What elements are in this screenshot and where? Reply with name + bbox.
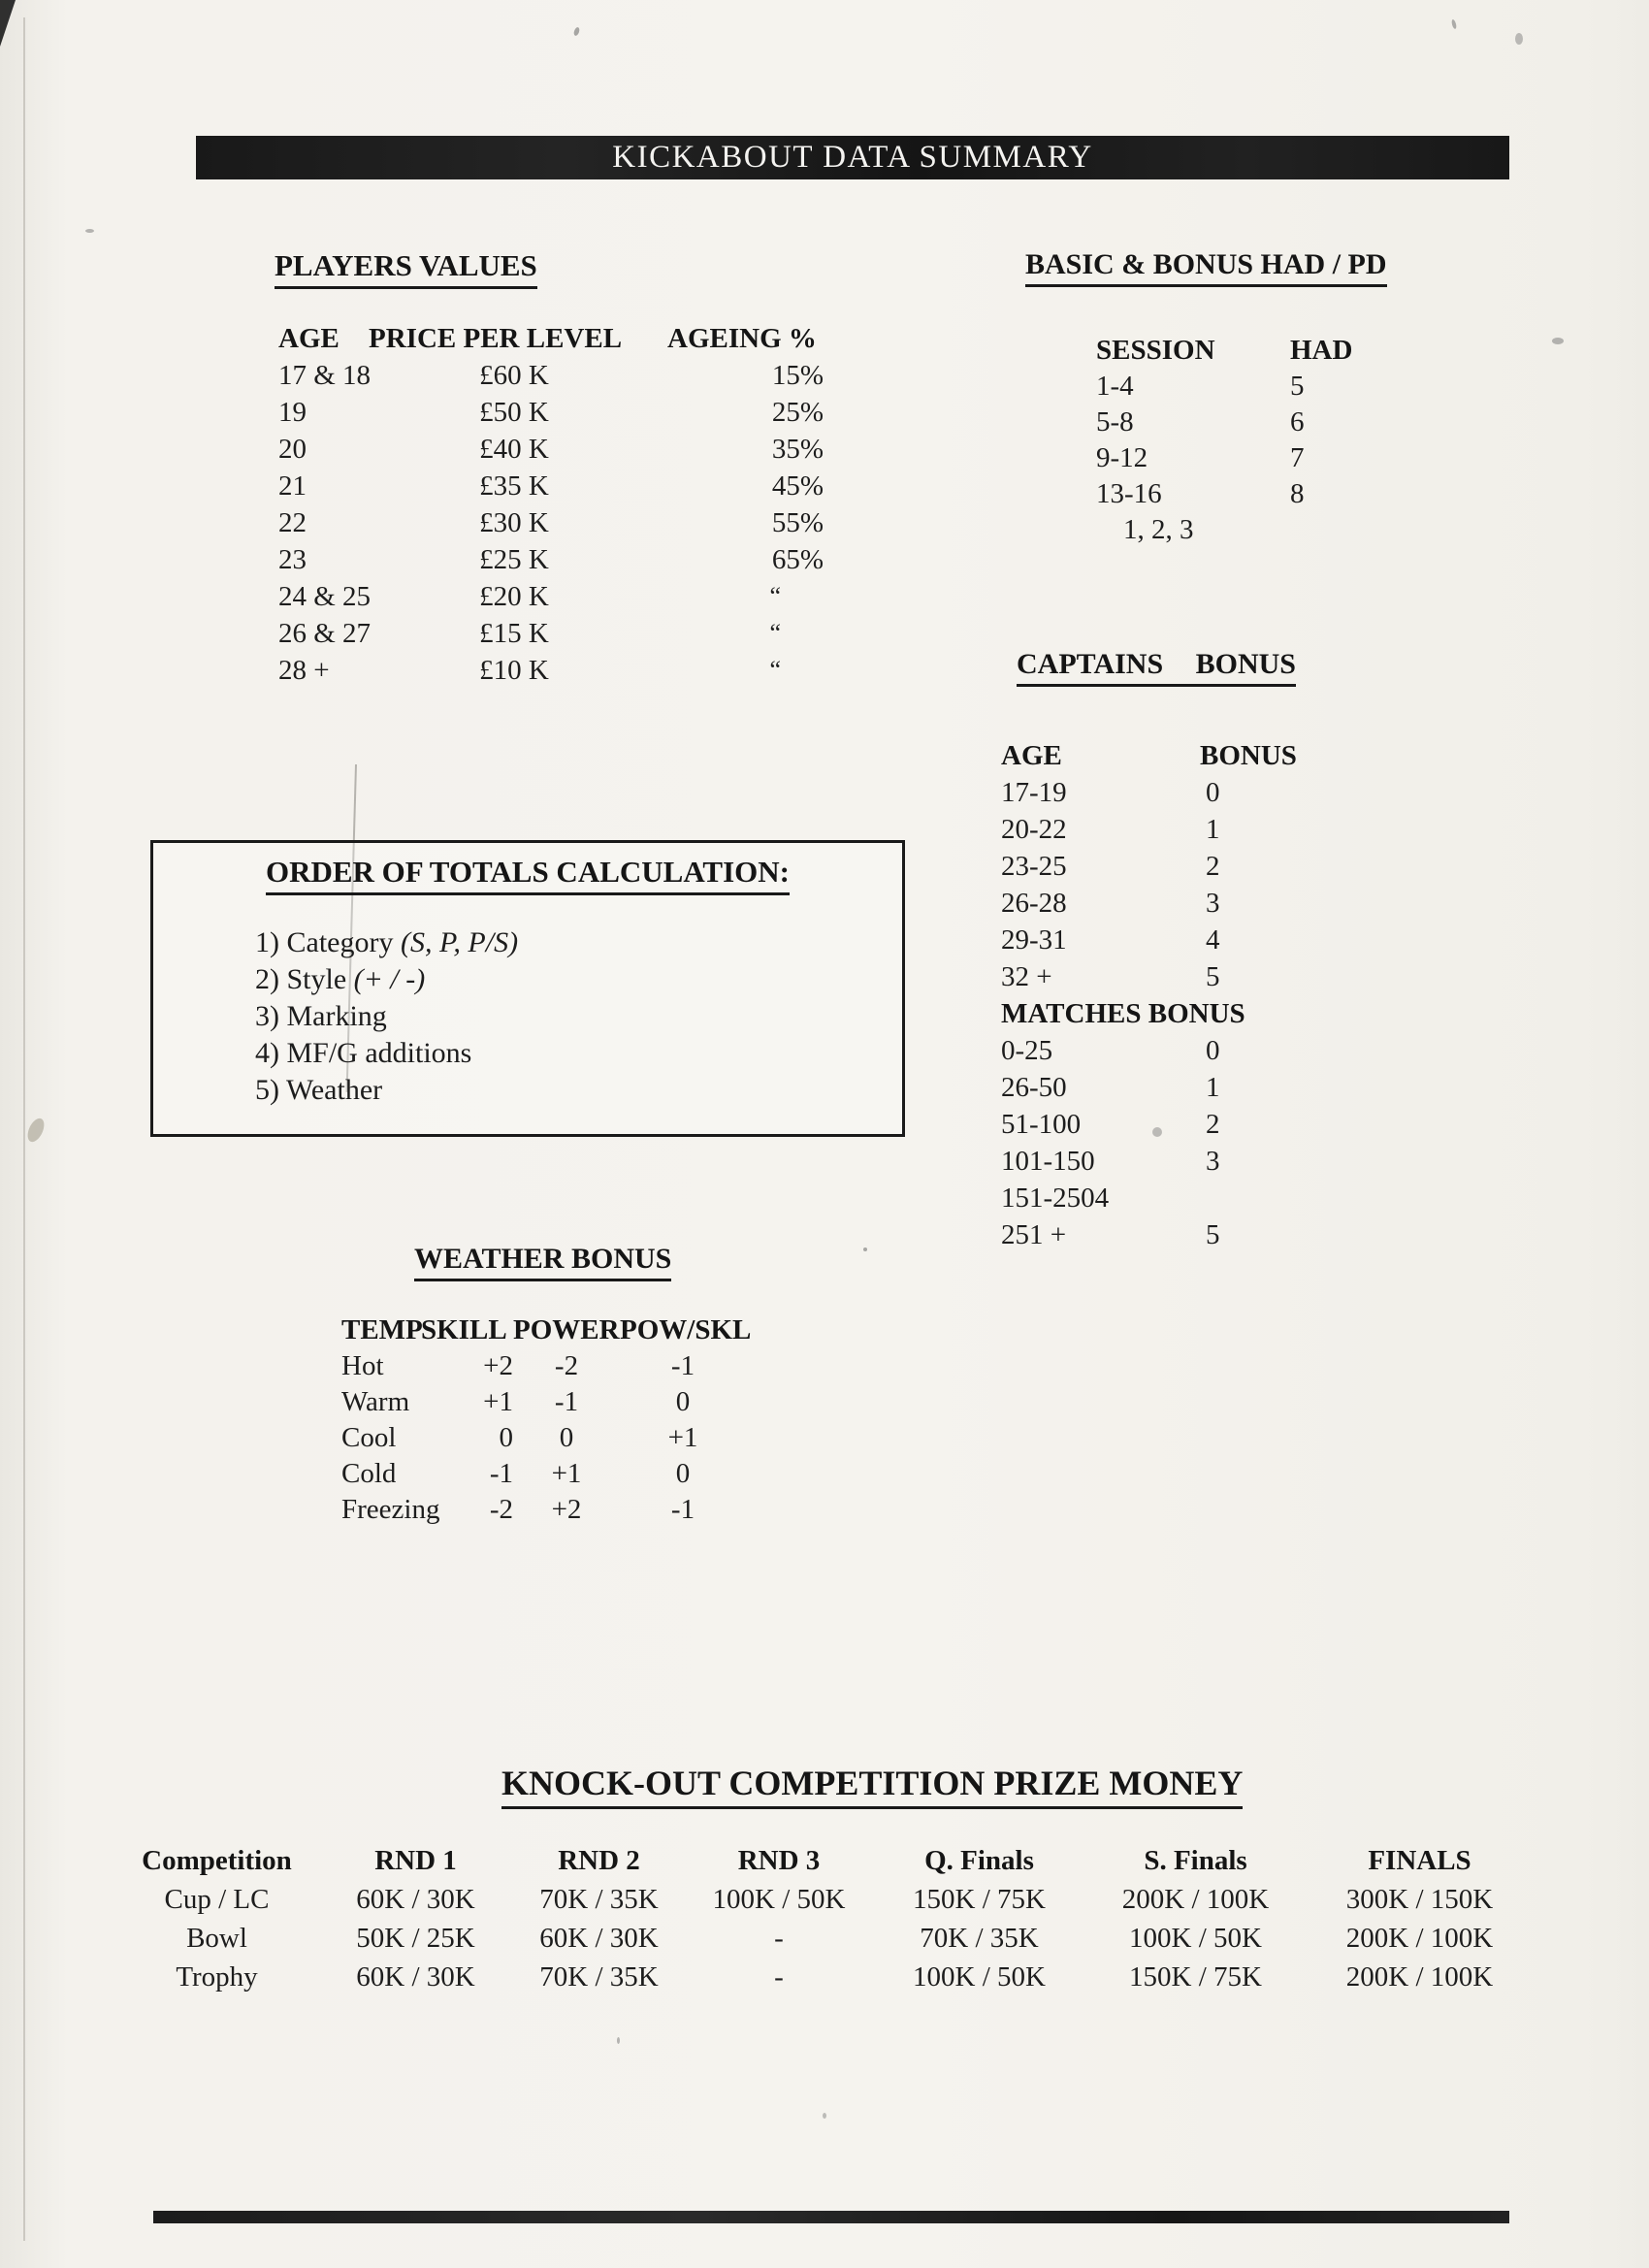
- table-cell: 5: [1206, 1219, 1220, 1250]
- table-cell: 45%: [771, 470, 824, 502]
- table-cell: 20-22: [1001, 814, 1067, 845]
- table-cell: £10 K: [479, 655, 549, 686]
- list-item-label: 1) Category: [255, 926, 401, 958]
- table-cell: 19: [278, 397, 307, 428]
- players-values-heading: PLAYERS VALUES: [275, 248, 537, 289]
- column-header: TEMP: [341, 1314, 423, 1345]
- table-cell: 200K / 100K: [1345, 1961, 1494, 1993]
- table-cell: 25%: [771, 397, 824, 428]
- column-header: Q. Finals: [924, 1845, 1034, 1876]
- column-header: AGE: [278, 323, 340, 354]
- column-header: RND 2: [558, 1845, 640, 1876]
- document-title: KICKABOUT DATA SUMMARY: [612, 140, 1093, 175]
- table-cell: 2: [1206, 851, 1220, 882]
- list-item-label: 5) Weather: [255, 1074, 383, 1106]
- table-cell: 101-150: [1001, 1146, 1095, 1177]
- table-cell: 29-31: [1001, 924, 1067, 956]
- weather-bonus-table: [341, 1312, 752, 1527]
- table-cell: +2: [483, 1350, 513, 1381]
- table-cell: 26-28: [1001, 888, 1067, 919]
- session-footnote: 1, 2, 3: [1123, 514, 1194, 545]
- table-cell: 21: [278, 470, 307, 502]
- column-header: RND 3: [737, 1845, 821, 1876]
- table-cell: Hot: [341, 1350, 384, 1381]
- session-had-table: [1096, 332, 1377, 547]
- column-header: AGEING %: [667, 323, 817, 354]
- table-cell: 2: [1206, 1109, 1220, 1140]
- table-cell: 0: [559, 1422, 574, 1453]
- table-cell: -2: [554, 1350, 579, 1381]
- table-cell: Cup / LC: [164, 1884, 270, 1915]
- table-cell: 0: [1206, 777, 1220, 808]
- table-cell: -1: [670, 1350, 695, 1381]
- order-of-totals-box: [150, 840, 905, 1137]
- page-footer-rule: [153, 2211, 1509, 2223]
- list-item: [255, 961, 902, 998]
- column-header: POW/SKL: [620, 1314, 752, 1345]
- table-cell: 1-4: [1096, 371, 1134, 402]
- table-cell: 32 +: [1001, 961, 1052, 992]
- table-cell: 7: [1290, 442, 1305, 473]
- table-cell: “: [769, 582, 781, 610]
- column-header: RND 1: [374, 1845, 457, 1876]
- column-header: PRICE PER LEVEL: [369, 323, 623, 354]
- table-cell: 0: [499, 1422, 513, 1453]
- table-cell: 200K / 100K: [1345, 1923, 1494, 1954]
- document-title-bar: [196, 136, 1509, 179]
- list-item-note: (+ / -): [353, 963, 426, 995]
- table-cell: Cold: [341, 1458, 397, 1489]
- table-cell: 150K / 75K: [1129, 1961, 1262, 1993]
- table-cell: 55%: [771, 507, 824, 538]
- table-cell: 0: [675, 1386, 691, 1417]
- table-cell: 23: [278, 544, 307, 575]
- column-header: POWER: [513, 1314, 620, 1345]
- table-cell: 60K / 30K: [356, 1884, 475, 1915]
- table-cell: 65%: [771, 544, 824, 575]
- list-item-label: 3) Marking: [255, 1000, 387, 1032]
- table-cell: 3: [1206, 1146, 1220, 1177]
- table-cell: +1: [667, 1422, 698, 1453]
- table-cell: 8: [1290, 478, 1305, 509]
- table-cell: £50 K: [479, 397, 549, 428]
- column-header: SKILL: [421, 1314, 507, 1345]
- table-cell: 100K / 50K: [712, 1884, 846, 1915]
- table-cell: Warm: [341, 1386, 410, 1417]
- table-cell: £40 K: [479, 434, 549, 465]
- list-item-label: 2) Style: [255, 963, 354, 995]
- table-cell: 1: [1206, 814, 1220, 845]
- scan-speck: [617, 2037, 620, 2044]
- table-cell: £25 K: [479, 544, 549, 575]
- scan-speck: [1515, 33, 1523, 45]
- table-cell: +1: [483, 1386, 513, 1417]
- table-cell: Freezing: [341, 1494, 440, 1525]
- scan-speck: [863, 1247, 867, 1251]
- basic-bonus-heading: BASIC & BONUS HAD / PD: [1025, 248, 1387, 287]
- table-cell: 151-2504: [1001, 1183, 1110, 1214]
- table-cell: £35 K: [479, 470, 549, 502]
- column-header: HAD: [1290, 335, 1353, 366]
- list-item-label: 4) MF/G additions: [255, 1037, 472, 1069]
- list-item: [255, 924, 902, 961]
- table-cell: 70K / 35K: [539, 1961, 659, 1993]
- table-cell: -: [774, 1923, 784, 1954]
- scan-speck: [573, 26, 581, 36]
- captains-bonus-table: [1001, 737, 1331, 1253]
- table-cell: 5: [1290, 371, 1305, 402]
- table-cell: 60K / 30K: [356, 1961, 475, 1993]
- table-cell: 70K / 35K: [920, 1923, 1039, 1954]
- table-cell: 200K / 100K: [1121, 1884, 1270, 1915]
- table-cell: [1200, 1180, 1331, 1216]
- list-item: [255, 998, 902, 1035]
- order-of-totals-heading: ORDER OF TOTALS CALCULATION:: [266, 855, 790, 895]
- table-cell: “: [769, 619, 781, 647]
- table-cell: Bowl: [186, 1923, 247, 1954]
- table-cell: 300K / 150K: [1345, 1884, 1494, 1915]
- table-cell: -: [774, 1961, 784, 1993]
- table-cell: 1: [1206, 1072, 1220, 1103]
- table-cell: 35%: [771, 434, 824, 465]
- table-cell: 26-50: [1001, 1072, 1067, 1103]
- scan-speck: [1552, 338, 1564, 344]
- table-cell: 13-16: [1096, 478, 1162, 509]
- table-cell: “: [769, 656, 781, 684]
- table-cell: 3: [1206, 888, 1220, 919]
- column-header: BONUS: [1200, 740, 1297, 771]
- table-cell: 6: [1290, 406, 1305, 437]
- scan-speck: [85, 229, 94, 233]
- table-cell: 15%: [771, 360, 824, 391]
- table-cell: 50K / 25K: [356, 1923, 475, 1954]
- table-cell: £20 K: [479, 581, 549, 612]
- table-cell: 0: [675, 1458, 691, 1489]
- table-cell: 251 +: [1001, 1219, 1067, 1250]
- scan-speck: [1451, 19, 1457, 30]
- table-cell: 17-19: [1001, 777, 1067, 808]
- table-cell: +2: [551, 1494, 582, 1525]
- list-item: [255, 1035, 902, 1072]
- knockout-prize-table: [116, 1841, 1533, 1996]
- column-header: FINALS: [1368, 1845, 1471, 1876]
- table-cell: 4: [1206, 924, 1220, 956]
- table-cell: 0: [1206, 1035, 1220, 1066]
- table-cell: 28 +: [278, 655, 330, 686]
- table-cell: 150K / 75K: [913, 1884, 1046, 1915]
- column-header: SESSION: [1096, 335, 1215, 366]
- paper-edge-shadow: [23, 17, 25, 2241]
- column-header: Competition: [142, 1845, 292, 1876]
- table-cell: 20: [278, 434, 307, 465]
- table-cell: 17 & 18: [278, 360, 372, 391]
- table-cell: £60 K: [479, 360, 549, 391]
- table-cell: £15 K: [479, 618, 549, 649]
- scan-corner-artifact: [0, 0, 16, 47]
- table-cell: -2: [489, 1494, 513, 1525]
- table-cell: Trophy: [176, 1961, 258, 1993]
- table-cell: 24 & 25: [278, 581, 372, 612]
- table-cell: 100K / 50K: [913, 1961, 1046, 1993]
- table-cell: 22: [278, 507, 307, 538]
- order-of-totals-list: [255, 924, 902, 1109]
- captains-bonus-heading: CAPTAINS BONUS: [1017, 648, 1296, 687]
- table-cell: 5: [1206, 961, 1220, 992]
- table-cell: 9-12: [1096, 442, 1148, 473]
- scan-speck: [823, 2113, 826, 2119]
- table-cell: Cool: [341, 1422, 397, 1453]
- column-header: S. Finals: [1144, 1845, 1247, 1876]
- table-cell: £30 K: [479, 507, 549, 538]
- table-cell: 5-8: [1096, 406, 1134, 437]
- table-cell: 100K / 50K: [1129, 1923, 1262, 1954]
- list-item: [255, 1072, 902, 1109]
- table-cell: -1: [489, 1458, 513, 1489]
- list-item-note: (S, P, P/S): [400, 926, 519, 958]
- players-values-table: [278, 320, 829, 689]
- table-cell: -1: [554, 1386, 579, 1417]
- table-cell: 51-100: [1001, 1109, 1082, 1140]
- table-cell: +1: [551, 1458, 582, 1489]
- matches-bonus-heading: MATCHES BONUS: [1001, 998, 1245, 1029]
- table-cell: -1: [670, 1494, 695, 1525]
- table-cell: 70K / 35K: [539, 1884, 659, 1915]
- scan-speck: [24, 1116, 48, 1144]
- table-cell: 60K / 30K: [539, 1923, 659, 1954]
- weather-bonus-heading: WEATHER BONUS: [414, 1243, 671, 1281]
- table-cell: 23-25: [1001, 851, 1067, 882]
- column-header: AGE: [1001, 740, 1062, 771]
- table-cell: 0-25: [1001, 1035, 1053, 1066]
- knockout-prize-heading: KNOCK-OUT COMPETITION PRIZE MONEY: [501, 1763, 1243, 1809]
- table-cell: 26 & 27: [278, 618, 372, 649]
